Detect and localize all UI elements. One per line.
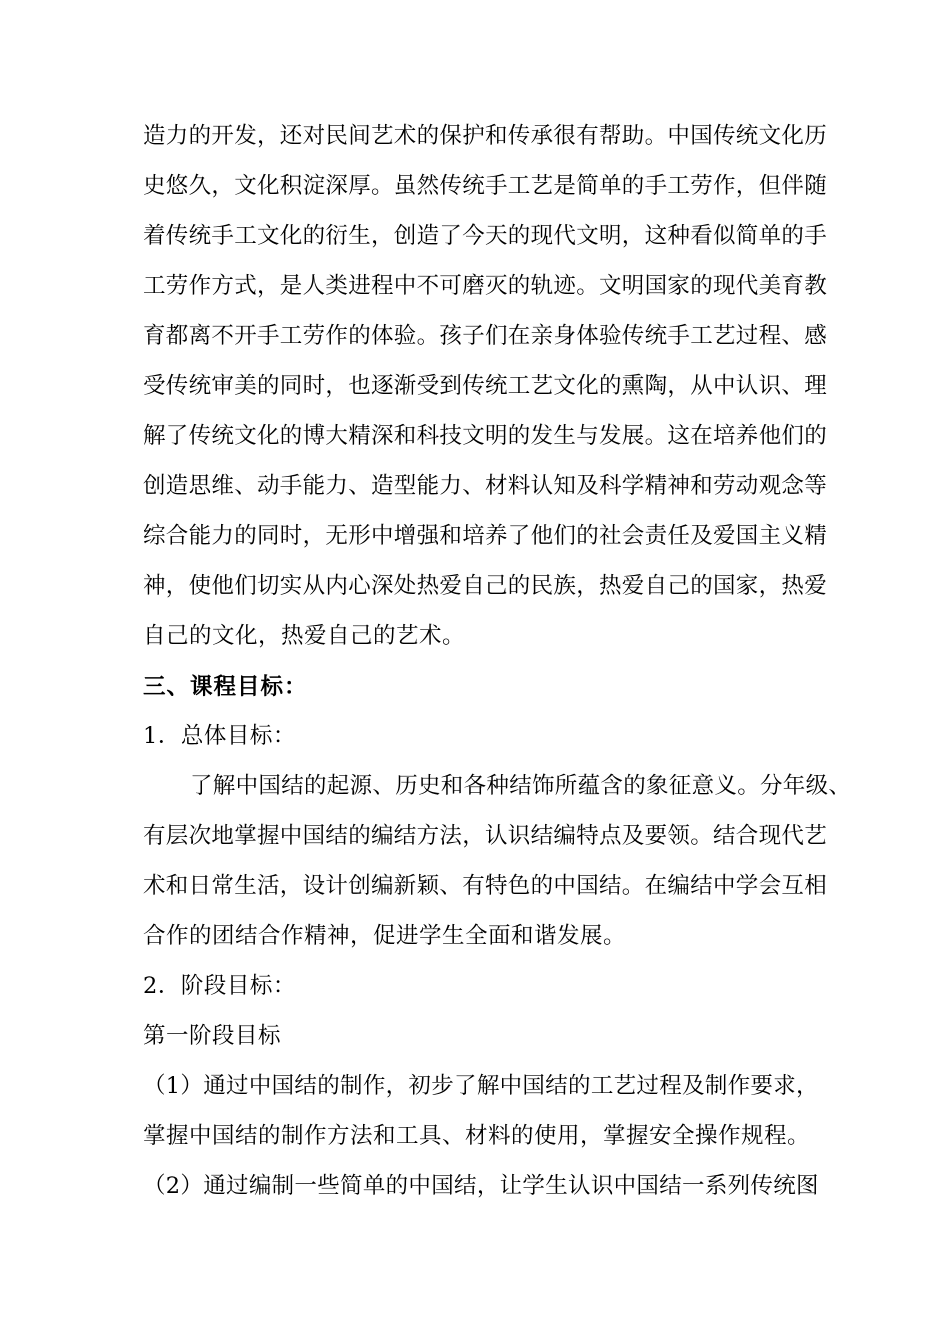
paragraph-line: 受传统审美的同时，也逐渐受到传统工艺文化的熏陶，从中认识、理 [143,373,828,399]
stage-heading: 第一阶段目标 [143,1023,282,1049]
paragraph-line: 有层次地掌握中国结的编结方法，认识结编特点及要领。结合现代艺 [143,823,828,849]
paragraph-line: 神，使他们切实从内心深处热爱自己的民族，热爱自己的国家，热爱 [143,573,828,599]
paragraph-line: 了解中国结的起源、历史和各种结饰所蕴含的象征意义。分年级、 [190,773,852,799]
paragraph-line: 创造思维、动手能力、造型能力、材料认知及科学精神和劳动观念等 [143,473,828,499]
paragraph-line: 合作的团结合作精神，促进学生全面和谐发展。 [143,923,627,949]
section-heading: 三、课程目标： [143,674,308,700]
paragraph-line: 工劳作方式，是人类进程中不可磨灭的轨迹。文明国家的现代美育教 [143,273,828,299]
list-item: （1）通过中国结的制作，初步了解中国结的工艺过程及制作要求， [143,1073,819,1099]
subsection-heading: 2．阶段目标： [143,973,296,999]
paragraph-line: 术和日常生活，设计创编新颖、有特色的中国结。在编结中学会互相 [143,873,828,899]
paragraph-line: 育都离不开手工劳作的体验。孩子们在亲身体验传统手工艺过程、感 [143,323,828,349]
list-item: 掌握中国结的制作方法和工具、材料的使用，掌握安全操作规程。 [143,1123,811,1149]
paragraph-line: 史悠久，文化积淀深厚。虽然传统手工艺是简单的手工劳作，但伴随 [143,173,828,199]
paragraph-line: 自己的文化，热爱自己的艺术。 [143,623,466,649]
paragraph-line: 解了传统文化的博大精深和科技文明的发生与发展。这在培养他们的 [143,423,828,449]
paragraph-line: 着传统手工文化的衍生，创造了今天的现代文明，这种看似简单的手 [143,223,828,249]
paragraph-line: 造力的开发，还对民间艺术的保护和传承很有帮助。中国传统文化历 [143,123,828,149]
list-item: （2）通过编制一些简单的中国结，让学生认识中国结一系列传统图 [143,1173,819,1199]
paragraph-line: 综合能力的同时，无形中增强和培养了他们的社会责任及爱国主义精 [143,523,828,549]
subsection-heading: 1．总体目标： [143,723,296,749]
